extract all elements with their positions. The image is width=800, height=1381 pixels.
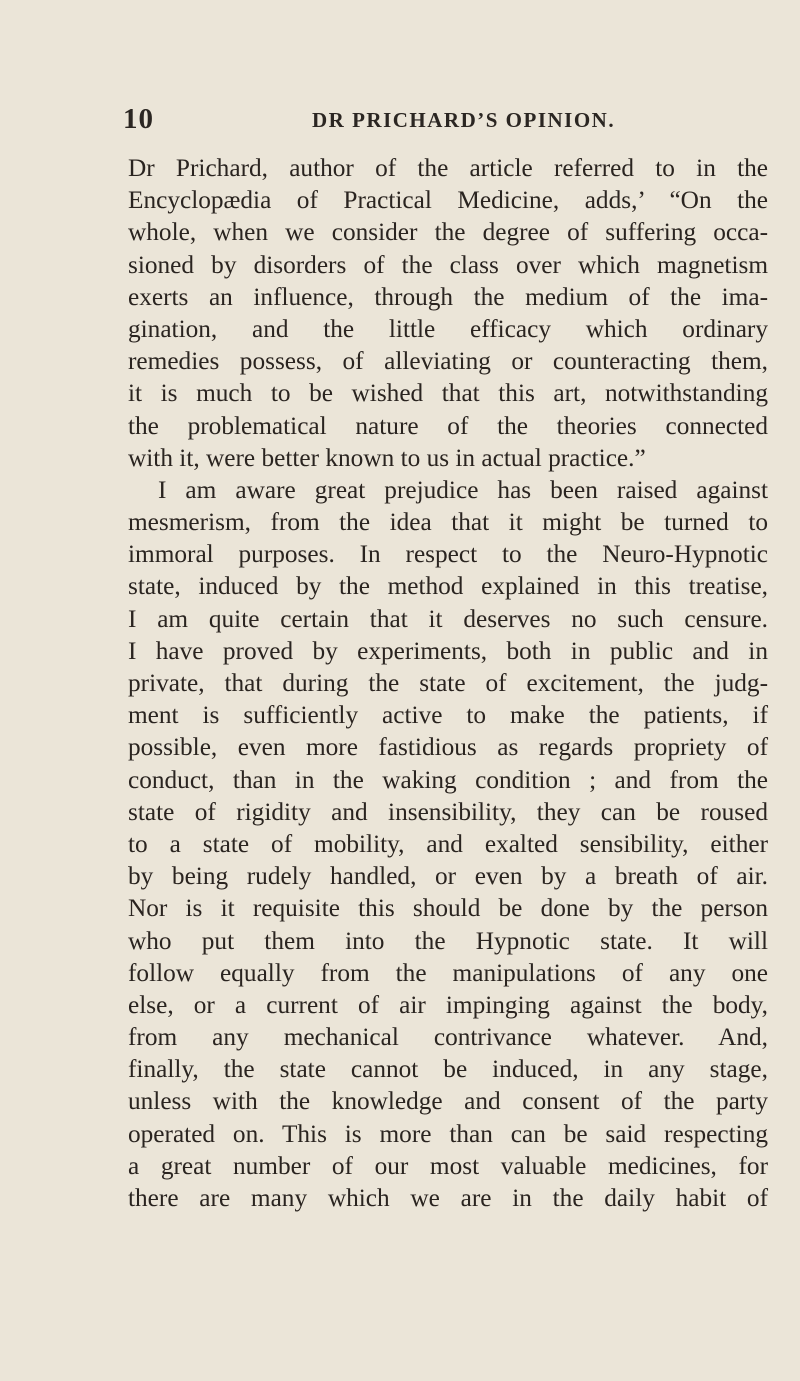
text-line: Nor is it requisite this should be done by the person: [128, 894, 768, 923]
text-line: operated on. This is more than can be said respecting: [128, 1119, 768, 1148]
text-line: I am aware great prejudice has been raised against: [158, 475, 768, 504]
text-line: state, induced by the method explained in this treatise,: [128, 572, 768, 601]
text-line: I am quite certain that it deserves no such censure.: [128, 604, 768, 633]
text-line: follow equally from the manipulations of any one: [128, 958, 768, 987]
text-line: to a state of mobility, and exalted sensibility, either: [128, 829, 768, 858]
text-line: finally, the state cannot be induced, in any stage,: [128, 1055, 768, 1084]
page-number: 10: [123, 103, 154, 135]
text-line: there are many which we are in the daily habit of: [128, 1184, 768, 1212]
text-line: it is much to be wished that this art, notwithstanding: [128, 379, 768, 408]
body-text: [128, 152, 768, 1214]
text-line: from any mechanical contrivance whatever. And,: [128, 1023, 768, 1052]
text-line: with it, were better known to us in actual practice.”: [128, 443, 646, 472]
text-line: exerts an influence, through the medium of the ima-: [128, 282, 768, 311]
text-line: whole, when we consider the degree of suffering occa-: [128, 218, 768, 247]
text-line: I have proved by experiments, both in public and in: [128, 636, 768, 665]
text-line: Dr Prichard, author of the article referred to in the: [128, 154, 768, 182]
text-line: who put them into the Hypnotic state. It will: [128, 926, 768, 955]
text-line: remedies possess, of alleviating or counteracting them,: [128, 347, 768, 376]
text-line: mesmerism, from the idea that it might be turned to: [128, 508, 768, 537]
text-line: else, or a current of air impinging against the body,: [128, 990, 768, 1019]
text-line: by being rudely handled, or even by a breath of air.: [128, 862, 768, 891]
text-line: gination, and the little efficacy which ordinary: [128, 314, 768, 343]
running-head: DR PRICHARD’S OPINION.: [312, 108, 616, 132]
text-line: unless with the knowledge and consent of the party: [128, 1087, 768, 1116]
page-header: [123, 103, 773, 137]
text-line: private, that during the state of excitement, the judg-: [128, 669, 768, 697]
text-line: sioned by disorders of the class over which magnetism: [128, 250, 768, 279]
text-line: conduct, than in the waking condition ; and from the: [128, 765, 768, 794]
text-line: immoral purposes. In respect to the Neuro-Hypnotic: [128, 540, 768, 569]
text-line: the problematical nature of the theories connected: [128, 411, 768, 440]
text-line: possible, even more fastidious as regards propriety of: [128, 733, 768, 762]
text-line: a great number of our most valuable medicines, for: [128, 1151, 768, 1180]
text-line: ment is sufficiently active to make the patients, if: [128, 701, 768, 730]
text-line: state of rigidity and insensibility, they can be roused: [128, 797, 768, 826]
text-line: Encyclopædia of Practical Medicine, adds,’ “On the: [128, 186, 768, 215]
